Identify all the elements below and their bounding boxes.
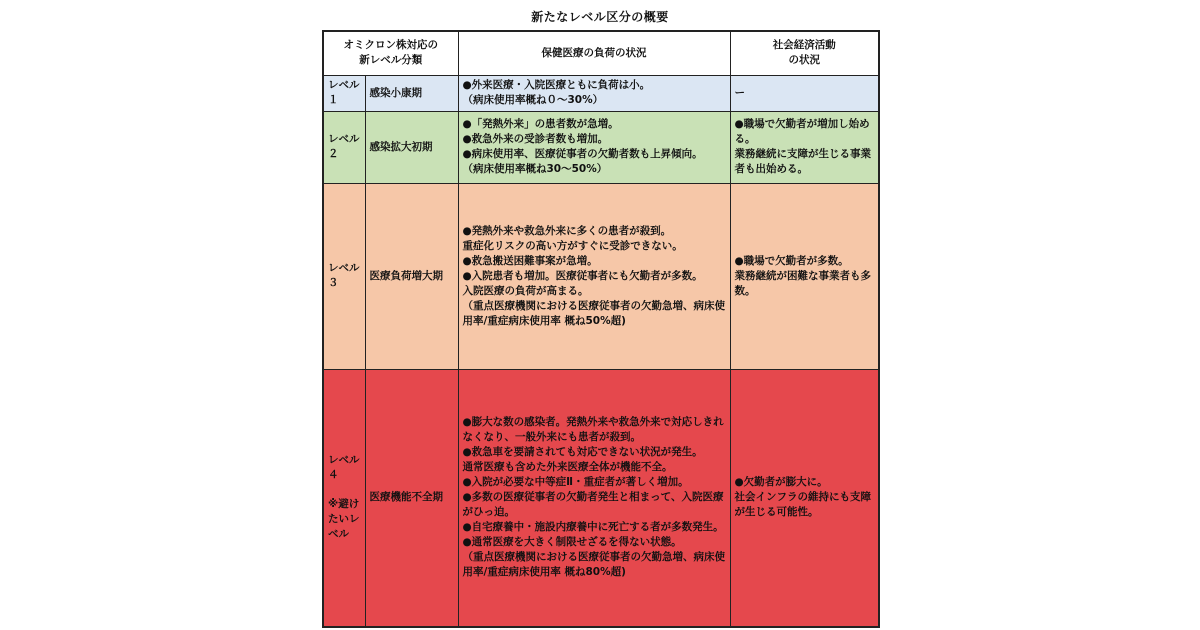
level-phase-name: 感染拡大初期 xyxy=(365,111,458,183)
level-row xyxy=(323,75,879,111)
social-item: 業務継続に支障が生じる事業者も出始める。 xyxy=(734,148,871,175)
header-social: 社会経済活動 の状況 xyxy=(730,31,879,75)
level-row xyxy=(323,183,879,369)
medical-item: 通常医療も含めた外来医療全体が機能不全。 xyxy=(462,461,673,474)
level-table xyxy=(322,30,880,628)
medical-item: ●発熱外来や救急外来に多くの患者が殺到。 xyxy=(462,224,672,237)
medical-item: ●入院が必要な中等症Ⅱ・重症者が著しく増加。 xyxy=(462,476,689,489)
medical-status xyxy=(458,183,730,369)
level-label: レベル３ xyxy=(323,183,365,369)
social-item: ●欠勤者が膨大に。 xyxy=(734,476,828,489)
header-classification: オミクロン株対応の 新レベル分類 xyxy=(323,31,458,75)
medical-item: ●救急搬送困難事案が急増。 xyxy=(462,254,598,267)
level-label: レベル１ xyxy=(323,75,365,111)
medical-item: （病床使用率概ね30～50%） xyxy=(462,163,608,175)
social-status xyxy=(730,111,879,183)
medical-item: ●入院患者も増加。医療従事者にも欠勤者が多数。 xyxy=(462,269,703,282)
medical-status xyxy=(458,369,730,627)
social-item: ●職場で欠勤者が増加し始める。 xyxy=(734,118,870,145)
medical-item: ●救急車を要請されても対応できない状況が発生。 xyxy=(462,446,703,459)
level-row xyxy=(323,369,879,627)
medical-item: ●膨大な数の感染者。発熱外来や救急外来で対応しきれなくなり、一般外来にも患者が殺到。 xyxy=(462,416,724,444)
level-label: レベル２ xyxy=(323,111,365,183)
medical-item: 入院医療の負荷が高まる。 xyxy=(462,284,589,297)
level-note: ※避けたいレベル xyxy=(328,498,360,541)
level-phase-name: 医療機能不全期 xyxy=(365,369,458,627)
medical-item: ●「発熱外来」の患者数が急増。 xyxy=(462,118,619,130)
medical-item: ●自宅療養中・施設内療養中に死亡する者が多数発生。 xyxy=(462,521,724,534)
medical-status xyxy=(458,111,730,183)
medical-status xyxy=(458,75,730,111)
medical-item: ●多数の医療従事者の欠勤者発生と相まって、入院医療がひっ迫。 xyxy=(462,491,724,519)
level-label xyxy=(323,369,365,627)
medical-item: （病床使用率概ね０～30%） xyxy=(462,94,604,106)
medical-item: 重症化リスクの高い方がすぐに受診できない。 xyxy=(462,239,683,252)
medical-item: ●通常医療を大きく制限せざるを得ない状態。 xyxy=(462,536,682,549)
social-status: ー xyxy=(730,75,879,111)
medical-item: ●病床使用率、医療従事者の欠勤者数も上昇傾向。 xyxy=(462,148,703,160)
social-item: 業務継続が困難な事業者も多数。 xyxy=(734,269,871,297)
header-medical: 保健医療の負荷の状況 xyxy=(458,31,730,75)
social-item: 社会インフラの維持にも支障が生じる可能性。 xyxy=(734,491,871,519)
medical-item: （重点医療機関における医療従事者の欠勤急増、病床使用率/重症病床使用率 概ね50%超) xyxy=(462,299,725,327)
level-label-text: レベル４ xyxy=(328,454,360,482)
document-title: 新たなレベル区分の概要 xyxy=(531,10,669,24)
header-row xyxy=(323,31,879,75)
social-status xyxy=(730,183,879,369)
level-phase-name: 医療負荷増大期 xyxy=(365,183,458,369)
level-row xyxy=(323,111,879,183)
medical-item: ●救急外来の受診者数も増加。 xyxy=(462,133,609,145)
social-status xyxy=(730,369,879,627)
medical-item: （重点医療機関における医療従事者の欠勤急増、病床使用率/重症病床使用率 概ね80%超) xyxy=(462,551,725,579)
level-phase-name: 感染小康期 xyxy=(365,75,458,111)
social-item: ●職場で欠勤者が多数。 xyxy=(734,254,849,267)
medical-item: ●外来医療・入院医療ともに負荷は小。 xyxy=(462,79,651,91)
